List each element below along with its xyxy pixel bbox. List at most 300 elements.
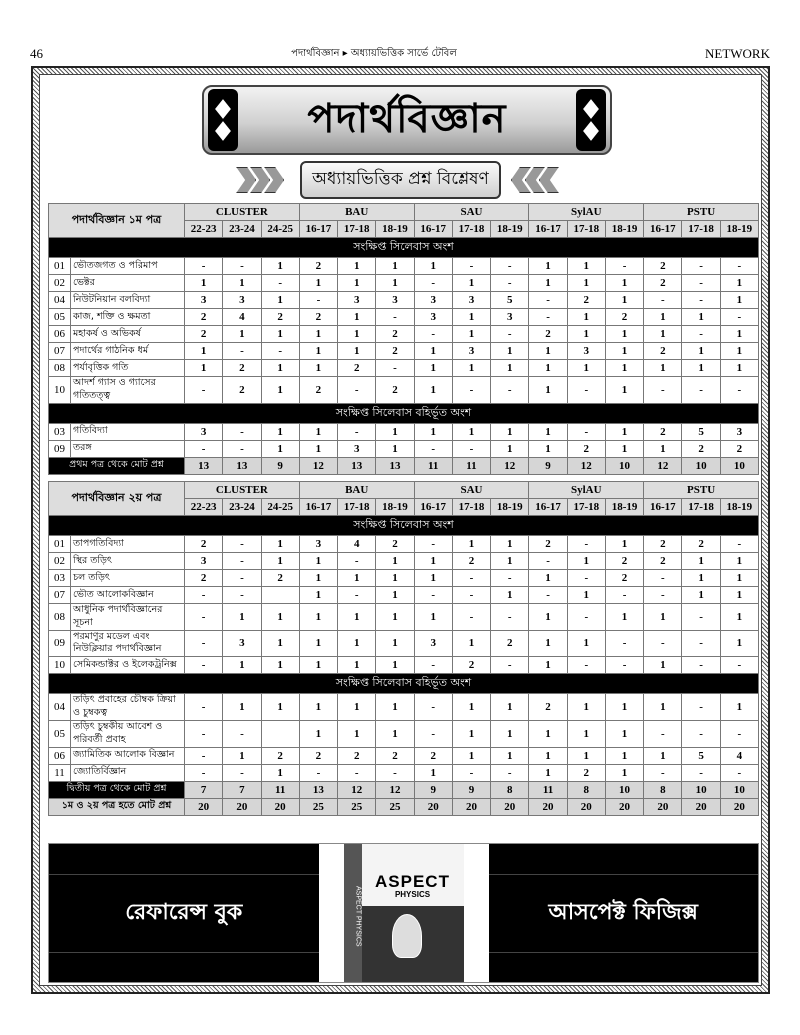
question-count: - bbox=[414, 275, 452, 292]
question-count: 2 bbox=[529, 694, 567, 721]
grand-total-value: 25 bbox=[338, 798, 376, 815]
page-header bbox=[30, 44, 770, 64]
total-value: 11 bbox=[261, 781, 299, 798]
question-count: 1 bbox=[491, 587, 529, 604]
year-header: 16-17 bbox=[529, 499, 567, 516]
total-value: 7 bbox=[185, 781, 223, 798]
question-count: 1 bbox=[185, 343, 223, 360]
question-count: 2 bbox=[299, 747, 337, 764]
question-count: - bbox=[185, 694, 223, 721]
question-count: 2 bbox=[644, 275, 682, 292]
question-count: 2 bbox=[605, 570, 643, 587]
question-count: 1 bbox=[452, 360, 490, 377]
year-header: 18-19 bbox=[376, 221, 414, 238]
group-header: PSTU bbox=[644, 482, 759, 499]
paper2-table bbox=[48, 481, 759, 816]
total-value: 13 bbox=[338, 457, 376, 474]
question-count: - bbox=[223, 764, 261, 781]
question-count: - bbox=[338, 377, 376, 404]
chapter-number: 05 bbox=[49, 309, 71, 326]
total-value: 8 bbox=[567, 781, 605, 798]
question-count: 1 bbox=[452, 694, 490, 721]
question-count: 3 bbox=[491, 309, 529, 326]
question-count: - bbox=[605, 258, 643, 275]
question-count: - bbox=[682, 258, 720, 275]
chapter-topic: নিউটনিয়ান বলবিদ্যা bbox=[71, 292, 185, 309]
chapter-topic: পর্যাবৃত্তিক গতি bbox=[71, 360, 185, 377]
question-count: 1 bbox=[223, 657, 261, 674]
question-count: 1 bbox=[491, 440, 529, 457]
question-count: 1 bbox=[605, 275, 643, 292]
chapter-topic: আধুনিক পদার্থবিজ্ঞানের সূচনা bbox=[71, 604, 185, 631]
question-count: - bbox=[185, 747, 223, 764]
year-header: 23-24 bbox=[223, 221, 261, 238]
question-count: - bbox=[644, 764, 682, 781]
grand-total-label: ১ম ও ২য় পত্র হতে মোট প্রশ্ন bbox=[49, 798, 185, 815]
question-count: 1 bbox=[376, 657, 414, 674]
chapter-topic: তড়িৎ চুম্বকীয় আবেশ ও পরিবর্তী প্রবাহ bbox=[71, 720, 185, 747]
group-header: BAU bbox=[299, 204, 414, 221]
year-header: 24-25 bbox=[261, 221, 299, 238]
question-count: 2 bbox=[644, 536, 682, 553]
question-count: - bbox=[491, 604, 529, 631]
question-count: 1 bbox=[261, 604, 299, 631]
question-count: 1 bbox=[644, 604, 682, 631]
total-value: 13 bbox=[223, 457, 261, 474]
question-count: - bbox=[223, 553, 261, 570]
total-value: 10 bbox=[605, 457, 643, 474]
year-header: 18-19 bbox=[376, 499, 414, 516]
question-count: 1 bbox=[491, 720, 529, 747]
question-count: - bbox=[414, 587, 452, 604]
chapter-number: 04 bbox=[49, 292, 71, 309]
question-count: - bbox=[185, 764, 223, 781]
chapter-number: 09 bbox=[49, 630, 71, 657]
question-count: 2 bbox=[682, 440, 720, 457]
question-count: 1 bbox=[605, 423, 643, 440]
question-count: - bbox=[338, 764, 376, 781]
question-count: 3 bbox=[338, 440, 376, 457]
question-count: 1 bbox=[376, 440, 414, 457]
question-count: 1 bbox=[223, 275, 261, 292]
question-count: 1 bbox=[376, 423, 414, 440]
subtitle-bar bbox=[40, 163, 761, 197]
question-count: 1 bbox=[185, 360, 223, 377]
question-count: - bbox=[452, 377, 490, 404]
question-count: 1 bbox=[491, 343, 529, 360]
question-count: 3 bbox=[452, 292, 490, 309]
total-value: 10 bbox=[605, 781, 643, 798]
grand-total-value: 20 bbox=[414, 798, 452, 815]
question-count: - bbox=[376, 309, 414, 326]
table-row bbox=[49, 720, 759, 747]
year-header: 17-18 bbox=[452, 221, 490, 238]
group-header: CLUSTER bbox=[185, 204, 300, 221]
question-count: 1 bbox=[338, 343, 376, 360]
question-count: 1 bbox=[261, 440, 299, 457]
question-count: 2 bbox=[261, 309, 299, 326]
year-header: 22-23 bbox=[185, 499, 223, 516]
question-count: 1 bbox=[644, 747, 682, 764]
question-count: 4 bbox=[720, 747, 758, 764]
question-count: - bbox=[682, 694, 720, 721]
question-count: 1 bbox=[261, 326, 299, 343]
chapter-number: 06 bbox=[49, 326, 71, 343]
question-count: - bbox=[299, 292, 337, 309]
question-count: - bbox=[529, 292, 567, 309]
question-count: 5 bbox=[682, 423, 720, 440]
question-count: - bbox=[491, 764, 529, 781]
question-count: 1 bbox=[299, 587, 337, 604]
total-value: 9 bbox=[529, 457, 567, 474]
total-value: 13 bbox=[299, 781, 337, 798]
chapter-number: 03 bbox=[49, 423, 71, 440]
question-count: - bbox=[567, 536, 605, 553]
question-count: 1 bbox=[376, 587, 414, 604]
section-label: সংক্ষিপ্ত সিলেবাস বহির্ভূত অংশ bbox=[49, 674, 759, 694]
question-count: 1 bbox=[338, 309, 376, 326]
question-count: 1 bbox=[261, 657, 299, 674]
chapter-topic: ভৌতজগত ও পরিমাপ bbox=[71, 258, 185, 275]
group-header: BAU bbox=[299, 482, 414, 499]
year-header: 17-18 bbox=[338, 221, 376, 238]
year-header: 16-17 bbox=[644, 499, 682, 516]
question-count: 1 bbox=[414, 570, 452, 587]
question-count: - bbox=[644, 630, 682, 657]
year-header: 18-19 bbox=[720, 499, 758, 516]
question-count: 1 bbox=[376, 630, 414, 657]
question-count: 2 bbox=[376, 377, 414, 404]
question-count: - bbox=[567, 657, 605, 674]
question-count: - bbox=[223, 258, 261, 275]
question-count: 1 bbox=[644, 326, 682, 343]
question-count: 2 bbox=[567, 292, 605, 309]
total-value: 13 bbox=[376, 457, 414, 474]
year-header: 16-17 bbox=[529, 221, 567, 238]
rocket-icon bbox=[392, 914, 422, 958]
question-count: 1 bbox=[529, 720, 567, 747]
question-count: 2 bbox=[644, 343, 682, 360]
grand-total-value: 20 bbox=[223, 798, 261, 815]
table-row bbox=[49, 694, 759, 721]
question-count: - bbox=[452, 587, 490, 604]
question-count: 2 bbox=[452, 657, 490, 674]
question-count: 1 bbox=[720, 570, 758, 587]
question-count: 1 bbox=[720, 292, 758, 309]
total-value: 9 bbox=[261, 457, 299, 474]
grand-total-value: 20 bbox=[720, 798, 758, 815]
chapter-topic: স্থির তড়িৎ bbox=[71, 553, 185, 570]
question-count: 1 bbox=[720, 604, 758, 631]
question-count: - bbox=[682, 720, 720, 747]
question-count: 1 bbox=[299, 694, 337, 721]
question-count: 1 bbox=[567, 747, 605, 764]
question-count: 1 bbox=[491, 536, 529, 553]
question-count: 1 bbox=[376, 275, 414, 292]
question-count: 1 bbox=[529, 570, 567, 587]
grand-total-value: 20 bbox=[491, 798, 529, 815]
question-count: - bbox=[185, 587, 223, 604]
question-count: 1 bbox=[567, 587, 605, 604]
question-count: 1 bbox=[605, 764, 643, 781]
question-count: 1 bbox=[644, 440, 682, 457]
paper-title: পদার্থবিজ্ঞান ১ম পত্র bbox=[49, 204, 185, 238]
question-count: 2 bbox=[299, 309, 337, 326]
question-count: 1 bbox=[529, 343, 567, 360]
question-count: 2 bbox=[376, 536, 414, 553]
question-count: - bbox=[644, 720, 682, 747]
question-count: 1 bbox=[605, 343, 643, 360]
question-count: - bbox=[720, 536, 758, 553]
question-count: - bbox=[682, 275, 720, 292]
question-count: 1 bbox=[605, 720, 643, 747]
question-count: 2 bbox=[185, 309, 223, 326]
question-count: - bbox=[414, 326, 452, 343]
question-count: 1 bbox=[223, 747, 261, 764]
question-count: 1 bbox=[261, 630, 299, 657]
group-header: SAU bbox=[414, 204, 529, 221]
question-count: 3 bbox=[720, 423, 758, 440]
question-count: - bbox=[185, 720, 223, 747]
chapter-topic: তড়িৎ প্রবাহের চৌম্বক ক্রিয়া ও চুম্বকত্ব bbox=[71, 694, 185, 721]
chapter-topic: জ্যামিতিক আলোক বিজ্ঞান bbox=[71, 747, 185, 764]
question-count: 1 bbox=[529, 377, 567, 404]
question-count: 3 bbox=[414, 292, 452, 309]
question-count: 1 bbox=[529, 604, 567, 631]
year-header: 18-19 bbox=[605, 499, 643, 516]
table-row bbox=[49, 423, 759, 440]
chevron-left-icon bbox=[517, 167, 559, 193]
question-count: 1 bbox=[376, 604, 414, 631]
paper-title: পদার্থবিজ্ঞান ২য় পত্র bbox=[49, 482, 185, 516]
question-count: 2 bbox=[720, 440, 758, 457]
question-count: 1 bbox=[261, 360, 299, 377]
question-count: 1 bbox=[261, 694, 299, 721]
question-count: - bbox=[567, 604, 605, 631]
question-count: 2 bbox=[261, 747, 299, 764]
question-count: 1 bbox=[682, 309, 720, 326]
year-header: 18-19 bbox=[605, 221, 643, 238]
question-count: 2 bbox=[605, 553, 643, 570]
table-row bbox=[49, 587, 759, 604]
question-count: 1 bbox=[720, 553, 758, 570]
question-count: 1 bbox=[261, 258, 299, 275]
page-number: 46 bbox=[30, 46, 43, 61]
table-row bbox=[49, 764, 759, 781]
question-count: - bbox=[223, 440, 261, 457]
question-count: 1 bbox=[720, 630, 758, 657]
question-count: 1 bbox=[414, 764, 452, 781]
question-count: - bbox=[223, 587, 261, 604]
total-value: 11 bbox=[452, 457, 490, 474]
section-subtitle: অধ্যায়ভিত্তিক প্রশ্ন বিশ্লেষণ bbox=[300, 161, 501, 199]
question-count: 1 bbox=[452, 326, 490, 343]
table-row bbox=[49, 326, 759, 343]
question-count: - bbox=[185, 377, 223, 404]
table-row bbox=[49, 553, 759, 570]
diamond-cap-left-icon bbox=[208, 89, 238, 151]
question-count: - bbox=[682, 292, 720, 309]
chapter-number: 07 bbox=[49, 587, 71, 604]
question-count: 2 bbox=[682, 536, 720, 553]
question-count: - bbox=[338, 587, 376, 604]
question-count: 1 bbox=[299, 570, 337, 587]
question-count: - bbox=[491, 275, 529, 292]
group-header: SylAU bbox=[529, 482, 644, 499]
header-row-groups bbox=[49, 204, 759, 221]
question-count: - bbox=[682, 326, 720, 343]
question-count: 2 bbox=[338, 747, 376, 764]
chapter-number: 09 bbox=[49, 440, 71, 457]
question-count: 1 bbox=[567, 630, 605, 657]
year-header: 16-17 bbox=[299, 499, 337, 516]
question-count: 1 bbox=[452, 309, 490, 326]
question-count: - bbox=[376, 360, 414, 377]
question-count: 2 bbox=[644, 423, 682, 440]
question-count: 3 bbox=[185, 292, 223, 309]
question-count: 1 bbox=[261, 553, 299, 570]
table-row bbox=[49, 377, 759, 404]
grand-total-value: 20 bbox=[605, 798, 643, 815]
question-count: 1 bbox=[299, 604, 337, 631]
question-count: - bbox=[185, 630, 223, 657]
question-count: 1 bbox=[682, 553, 720, 570]
question-count: 2 bbox=[414, 747, 452, 764]
question-count: 1 bbox=[338, 694, 376, 721]
question-count: 1 bbox=[605, 747, 643, 764]
chevron-right-icon bbox=[242, 167, 284, 193]
question-count: 1 bbox=[338, 657, 376, 674]
question-count: 1 bbox=[529, 630, 567, 657]
question-count: 1 bbox=[529, 747, 567, 764]
question-count: 1 bbox=[223, 604, 261, 631]
section-label: সংক্ষিপ্ত সিলেবাস অংশ bbox=[49, 238, 759, 258]
promo-right-text: আসপেক্ট ফিজিক্স bbox=[489, 874, 759, 953]
section-label: সংক্ষিপ্ত সিলেবাস বহির্ভূত অংশ bbox=[49, 403, 759, 423]
question-count: - bbox=[567, 377, 605, 404]
question-count: 1 bbox=[491, 360, 529, 377]
question-count: 3 bbox=[223, 630, 261, 657]
question-count: 2 bbox=[491, 630, 529, 657]
year-header: 17-18 bbox=[567, 499, 605, 516]
section-label: সংক্ষিপ্ত সিলেবাস অংশ bbox=[49, 516, 759, 536]
question-count: 1 bbox=[414, 258, 452, 275]
chapter-topic: তাপগতিবিদ্যা bbox=[71, 536, 185, 553]
year-header: 24-25 bbox=[261, 499, 299, 516]
table-row bbox=[49, 275, 759, 292]
grand-total-value: 20 bbox=[644, 798, 682, 815]
question-count: - bbox=[338, 553, 376, 570]
total-value: 12 bbox=[567, 457, 605, 474]
total-value: 10 bbox=[720, 781, 758, 798]
question-count: 2 bbox=[567, 440, 605, 457]
question-count: - bbox=[605, 587, 643, 604]
question-count bbox=[261, 720, 299, 747]
question-count: 1 bbox=[529, 764, 567, 781]
grand-total-value: 20 bbox=[452, 798, 490, 815]
question-count: 2 bbox=[452, 553, 490, 570]
question-count: 3 bbox=[452, 343, 490, 360]
table-row bbox=[49, 292, 759, 309]
question-count: - bbox=[223, 720, 261, 747]
question-count: 5 bbox=[491, 292, 529, 309]
question-count: 1 bbox=[338, 258, 376, 275]
total-value: 11 bbox=[529, 781, 567, 798]
question-count: 1 bbox=[605, 536, 643, 553]
question-count: 1 bbox=[185, 275, 223, 292]
question-count: - bbox=[452, 258, 490, 275]
book-spine: ASPECT PHYSICS bbox=[344, 844, 362, 982]
question-count: - bbox=[452, 764, 490, 781]
question-count: 1 bbox=[567, 258, 605, 275]
question-count: 3 bbox=[185, 553, 223, 570]
question-count: 3 bbox=[567, 343, 605, 360]
question-count: - bbox=[414, 694, 452, 721]
question-count: 3 bbox=[299, 536, 337, 553]
question-count: 1 bbox=[376, 553, 414, 570]
question-count: - bbox=[605, 657, 643, 674]
section-divider bbox=[49, 403, 759, 423]
question-count: 1 bbox=[338, 630, 376, 657]
question-count: - bbox=[223, 570, 261, 587]
question-count: 3 bbox=[223, 292, 261, 309]
table-row bbox=[49, 570, 759, 587]
question-count: - bbox=[491, 570, 529, 587]
grand-total-value: 25 bbox=[376, 798, 414, 815]
question-count: 1 bbox=[452, 423, 490, 440]
question-count: 2 bbox=[376, 326, 414, 343]
chapter-number: 04 bbox=[49, 694, 71, 721]
year-header: 17-18 bbox=[682, 499, 720, 516]
question-count: 3 bbox=[185, 423, 223, 440]
group-header: SylAU bbox=[529, 204, 644, 221]
chapter-topic: আদর্শ গ্যাস ও গ্যাসের গতিতত্ত্ব bbox=[71, 377, 185, 404]
group-header: CLUSTER bbox=[185, 482, 300, 499]
total-value: 12 bbox=[338, 781, 376, 798]
question-count bbox=[261, 587, 299, 604]
question-count: 1 bbox=[529, 657, 567, 674]
question-count: 1 bbox=[644, 360, 682, 377]
question-count: 1 bbox=[720, 694, 758, 721]
chapter-topic: গতিবিদ্যা bbox=[71, 423, 185, 440]
question-count: 2 bbox=[644, 553, 682, 570]
question-count: 1 bbox=[529, 423, 567, 440]
question-count: - bbox=[452, 604, 490, 631]
grand-total-value: 20 bbox=[567, 798, 605, 815]
question-count: 1 bbox=[223, 694, 261, 721]
year-header: 16-17 bbox=[414, 221, 452, 238]
question-count: - bbox=[644, 587, 682, 604]
question-count: 1 bbox=[567, 720, 605, 747]
question-count: - bbox=[414, 657, 452, 674]
question-count: - bbox=[644, 292, 682, 309]
question-count: 1 bbox=[338, 720, 376, 747]
question-count: - bbox=[720, 764, 758, 781]
question-count: 1 bbox=[414, 604, 452, 631]
question-count: - bbox=[185, 657, 223, 674]
total-row bbox=[49, 781, 759, 798]
question-count: 1 bbox=[414, 377, 452, 404]
question-count: 1 bbox=[261, 764, 299, 781]
total-value: 9 bbox=[452, 781, 490, 798]
question-count: - bbox=[682, 604, 720, 631]
question-count: - bbox=[414, 440, 452, 457]
question-count: - bbox=[491, 258, 529, 275]
question-count: 1 bbox=[720, 343, 758, 360]
title-banner bbox=[202, 85, 612, 155]
question-count: 2 bbox=[223, 377, 261, 404]
total-row bbox=[49, 457, 759, 474]
